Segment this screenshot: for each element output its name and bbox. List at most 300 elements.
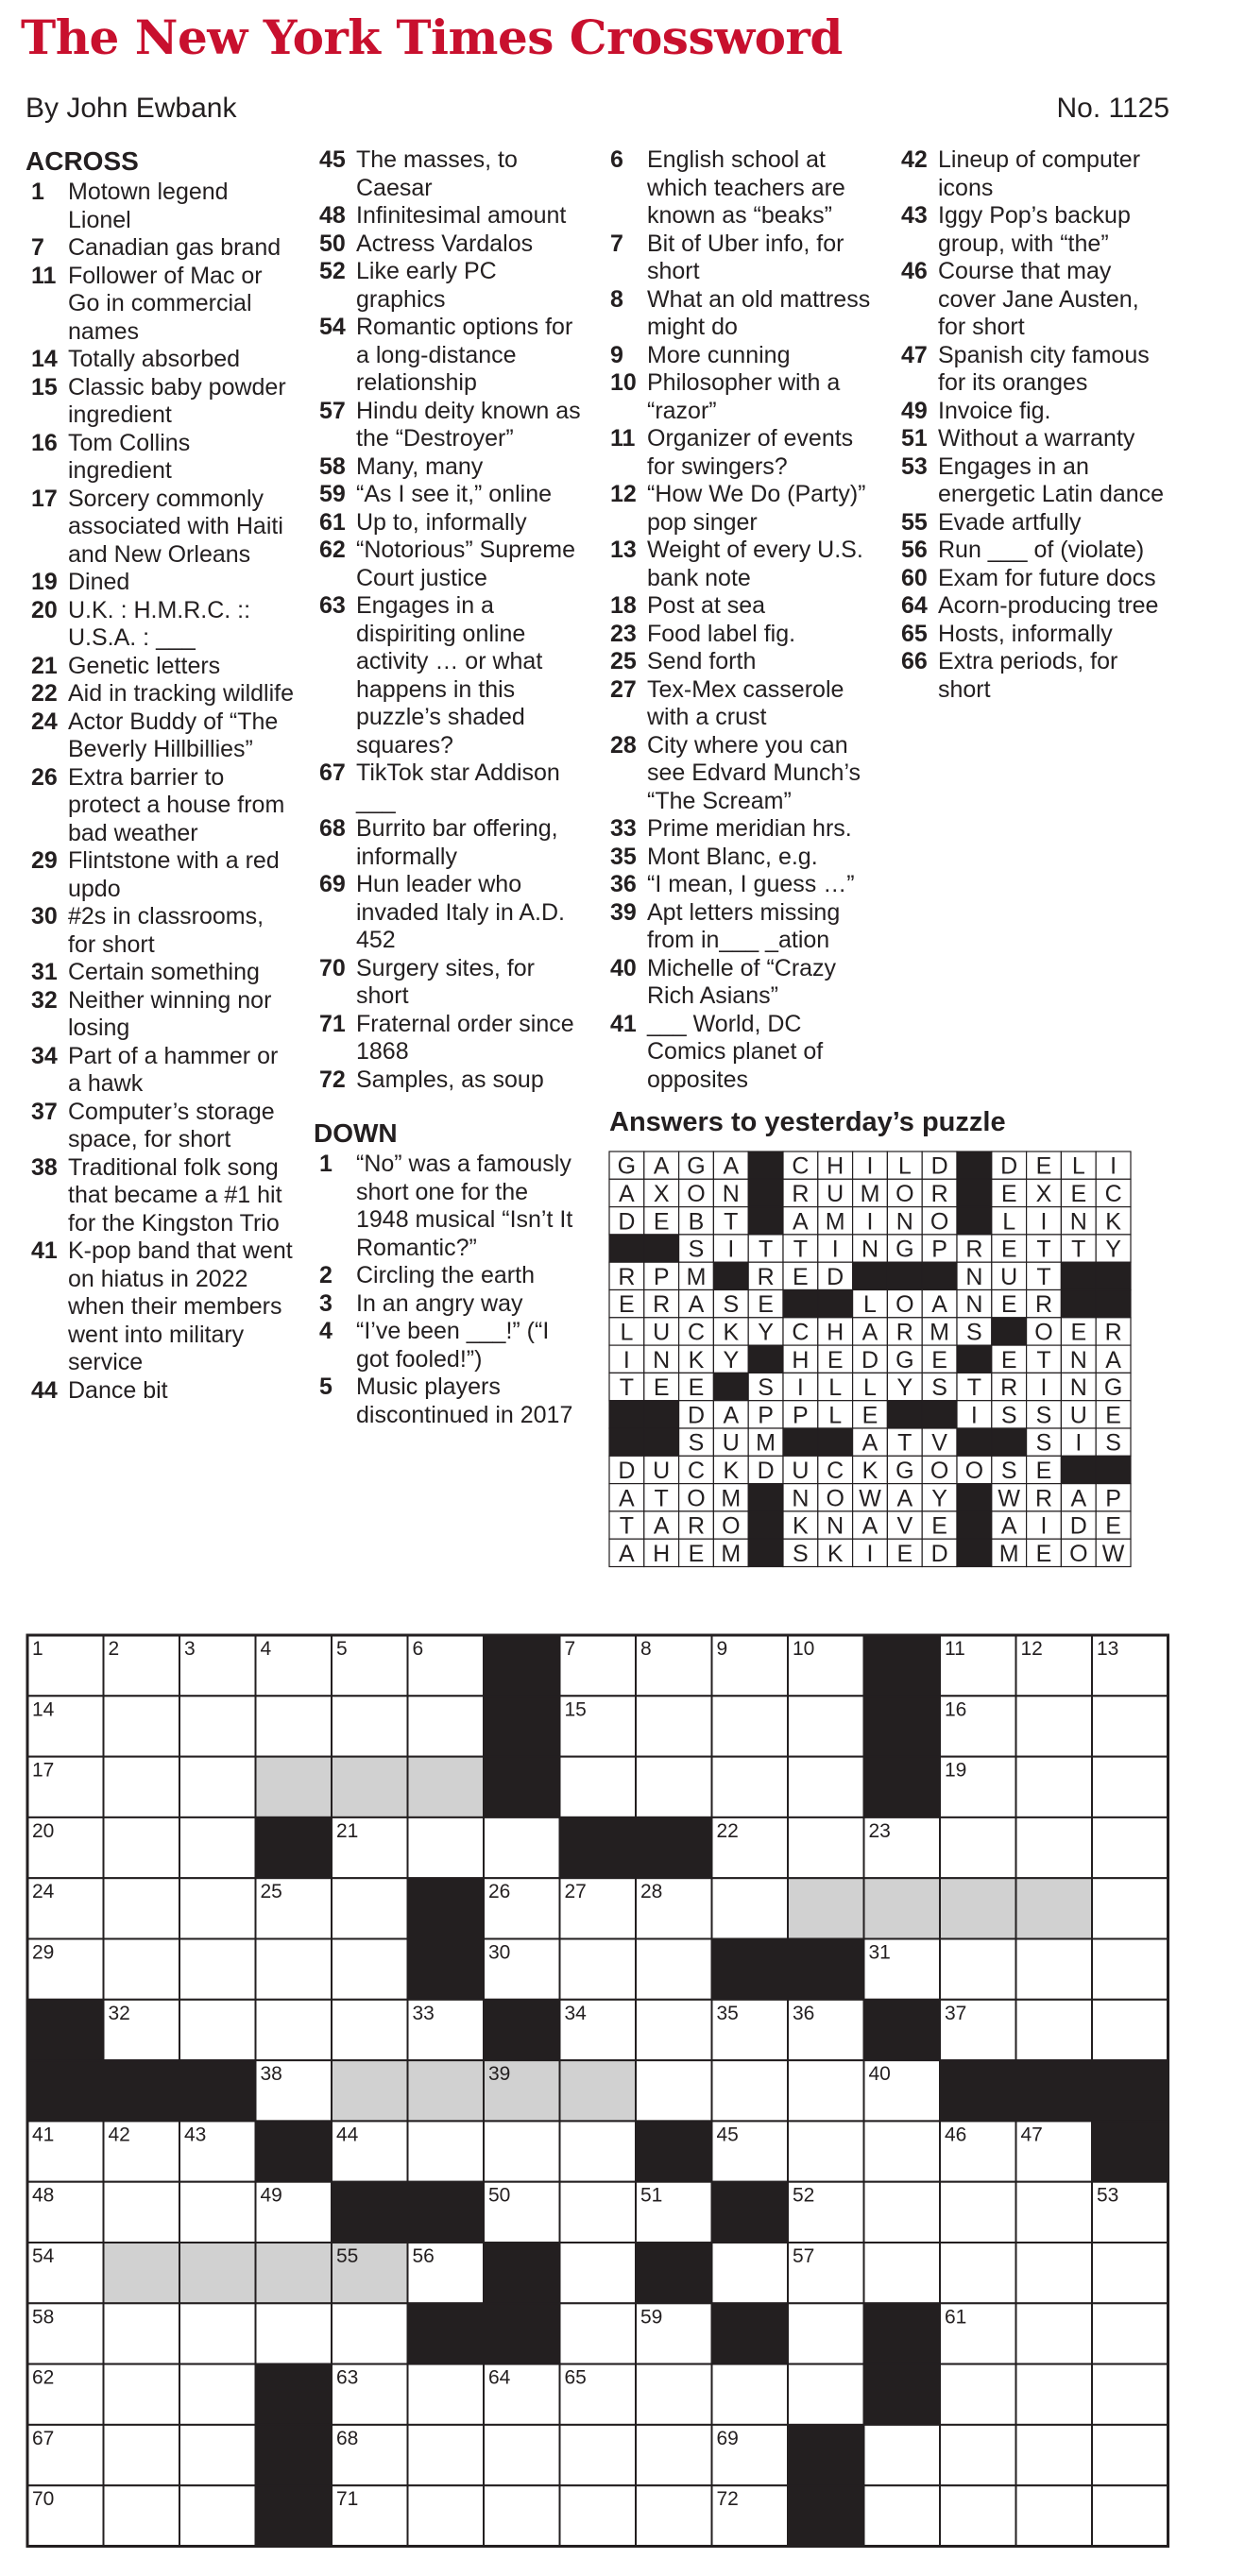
clue-number: 16 bbox=[31, 429, 58, 456]
grid-block bbox=[788, 1939, 864, 2000]
across-clue-37[interactable] bbox=[26, 1099, 295, 1154]
across-clue-32[interactable] bbox=[26, 987, 295, 1043]
grid-cell-shaded[interactable] bbox=[864, 1878, 941, 1938]
grid-cell[interactable] bbox=[1092, 2303, 1168, 2363]
down-clue-23[interactable] bbox=[605, 621, 874, 649]
clue-text: “As I see it,” online bbox=[356, 481, 553, 507]
grid-cell[interactable] bbox=[1016, 2182, 1093, 2243]
grid-cell[interactable] bbox=[408, 2364, 485, 2425]
across-clue-34[interactable] bbox=[26, 1043, 295, 1099]
clue-text: Neither winning nor losing bbox=[68, 986, 272, 1041]
grid-cell[interactable] bbox=[104, 2425, 180, 2485]
grid-cell[interactable] bbox=[179, 1939, 256, 2000]
grid-cell[interactable] bbox=[560, 2303, 637, 2363]
grid-cell[interactable] bbox=[1092, 2000, 1168, 2060]
answer-letter: S bbox=[1035, 1402, 1052, 1429]
grid-cell[interactable] bbox=[864, 2485, 941, 2546]
grid-cell[interactable] bbox=[1016, 2243, 1093, 2303]
grid-cell[interactable] bbox=[256, 1696, 333, 1756]
grid-cell[interactable] bbox=[636, 2060, 712, 2121]
down-clue-42[interactable] bbox=[895, 146, 1165, 202]
grid-cell[interactable] bbox=[864, 2121, 941, 2181]
across-clue-45[interactable] bbox=[314, 146, 583, 202]
clue-text: Invoice fig. bbox=[938, 397, 1051, 424]
grid-cell-number: 29 bbox=[32, 1941, 55, 1964]
grid-cell[interactable] bbox=[560, 1939, 637, 2000]
clue-number: 57 bbox=[319, 397, 346, 424]
across-clue-67[interactable] bbox=[314, 759, 583, 815]
grid-cell[interactable] bbox=[712, 1878, 789, 1938]
across-clue-26[interactable] bbox=[26, 764, 295, 848]
clue-number: 14 bbox=[31, 346, 58, 372]
grid-cell[interactable] bbox=[712, 2060, 789, 2121]
grid-cell[interactable] bbox=[104, 1939, 180, 2000]
answer-letter: E bbox=[653, 1208, 670, 1236]
grid-cell[interactable] bbox=[179, 1757, 256, 1817]
grid-cell-number: 14 bbox=[32, 1698, 55, 1721]
across-clue-30[interactable] bbox=[26, 903, 295, 959]
clue-number: 61 bbox=[319, 508, 346, 536]
grid-cell-number: 27 bbox=[564, 1881, 587, 1903]
grid-cell-shaded[interactable] bbox=[332, 2060, 408, 2121]
clue-text: “No” was a famously short one for the 1948 musical “Isn’t It Romantic?” bbox=[356, 1151, 573, 1261]
answer-letter: E bbox=[827, 1346, 844, 1373]
grid-cell[interactable] bbox=[332, 1696, 408, 1756]
answer-letter: G bbox=[617, 1152, 637, 1180]
grid-cell[interactable] bbox=[636, 2425, 712, 2485]
grid-cell[interactable] bbox=[940, 2182, 1016, 2243]
answer-letter: T bbox=[897, 1429, 912, 1457]
across-clue-29[interactable] bbox=[26, 847, 295, 903]
grid-cell[interactable] bbox=[1092, 2364, 1168, 2425]
answer-letter: R bbox=[1034, 1485, 1053, 1512]
grid-cell[interactable] bbox=[560, 2485, 637, 2546]
grid-cell-number: 55 bbox=[336, 2245, 359, 2267]
across-clue-58[interactable] bbox=[314, 453, 583, 482]
clue-number: 33 bbox=[610, 815, 637, 842]
across-clue-61[interactable] bbox=[314, 509, 583, 537]
down-clue-46[interactable] bbox=[895, 258, 1165, 342]
grid-cell[interactable] bbox=[712, 1757, 789, 1817]
grid-cell[interactable] bbox=[940, 1817, 1016, 1878]
clue-number: 41 bbox=[610, 1010, 637, 1037]
grid-cell[interactable] bbox=[256, 2000, 333, 2060]
grid-cell[interactable] bbox=[788, 2303, 864, 2363]
grid-cell[interactable] bbox=[179, 1817, 256, 1878]
grid-cell[interactable] bbox=[1092, 1696, 1168, 1756]
clue-text: Romantic options for a long-distance relationship bbox=[356, 314, 573, 396]
answer-letter: A bbox=[1105, 1346, 1121, 1373]
down-clue-60[interactable] bbox=[895, 565, 1165, 593]
grid-cell[interactable] bbox=[332, 1878, 408, 1938]
grid-cell[interactable] bbox=[179, 2425, 256, 2485]
grid-cell[interactable] bbox=[179, 1878, 256, 1938]
grid-cell[interactable] bbox=[788, 1757, 864, 1817]
clue-number: 29 bbox=[31, 847, 58, 874]
across-clue-48[interactable] bbox=[314, 202, 583, 230]
grid-cell[interactable] bbox=[256, 2303, 333, 2363]
grid-cell[interactable] bbox=[788, 2121, 864, 2181]
answer-block bbox=[818, 1428, 853, 1456]
clue-number: 62 bbox=[319, 537, 346, 563]
answer-letter: E bbox=[931, 1512, 947, 1540]
grid-cell-shaded[interactable] bbox=[256, 2243, 333, 2303]
grid-cell[interactable] bbox=[1092, 2243, 1168, 2303]
grid-cell-number: 56 bbox=[412, 2245, 435, 2267]
grid-cell[interactable] bbox=[1092, 2485, 1168, 2546]
answer-letter: A bbox=[861, 1512, 878, 1540]
grid-cell-number: 61 bbox=[945, 2306, 967, 2329]
answer-letter: R bbox=[653, 1291, 671, 1319]
answer-block bbox=[957, 1345, 992, 1373]
grid-cell[interactable] bbox=[1016, 1696, 1093, 1756]
grid-cell-number: 25 bbox=[260, 1881, 282, 1903]
grid-cell[interactable] bbox=[1092, 1939, 1168, 2000]
across-clue-31[interactable] bbox=[26, 959, 295, 987]
grid-cell-number: 9 bbox=[716, 1638, 728, 1660]
grid-cell[interactable] bbox=[560, 2121, 637, 2181]
down-clue-18[interactable] bbox=[605, 592, 874, 621]
answer-letter: E bbox=[931, 1346, 947, 1373]
grid-cell[interactable] bbox=[179, 2000, 256, 2060]
down-clue-11[interactable] bbox=[605, 425, 874, 481]
across-clue-11[interactable] bbox=[26, 263, 295, 347]
down-clue-36[interactable] bbox=[605, 871, 874, 899]
grid-cell[interactable] bbox=[1016, 2000, 1093, 2060]
grid-cell[interactable] bbox=[560, 2243, 637, 2303]
clue-number: 40 bbox=[610, 954, 637, 981]
grid-cell[interactable] bbox=[788, 2060, 864, 2121]
grid-block bbox=[332, 2182, 408, 2243]
grid-cell[interactable] bbox=[179, 2485, 256, 2546]
grid-cell[interactable] bbox=[636, 1696, 712, 1756]
down-clue-55[interactable] bbox=[895, 509, 1165, 537]
grid-cell[interactable] bbox=[788, 1696, 864, 1756]
answer-letter: K bbox=[688, 1346, 705, 1373]
down-clue-47[interactable] bbox=[895, 342, 1165, 398]
answer-letter: T bbox=[1071, 1236, 1086, 1263]
answer-letter: R bbox=[1104, 1319, 1122, 1346]
grid-cell[interactable] bbox=[104, 1696, 180, 1756]
grid-cell[interactable] bbox=[636, 1757, 712, 1817]
down-clue-43[interactable] bbox=[895, 202, 1165, 258]
across-clue-38[interactable] bbox=[26, 1154, 295, 1238]
down-clue-28[interactable] bbox=[605, 732, 874, 816]
across-clue-62[interactable] bbox=[314, 537, 583, 592]
grid-cell-number: 42 bbox=[108, 2124, 130, 2146]
grid-cell[interactable] bbox=[636, 2364, 712, 2425]
answer-letter: X bbox=[1035, 1180, 1052, 1207]
grid-cell[interactable] bbox=[712, 2243, 789, 2303]
across-clue-59[interactable] bbox=[314, 481, 583, 509]
grid-cell[interactable] bbox=[332, 2303, 408, 2363]
down-clue-33[interactable] bbox=[605, 815, 874, 844]
down-clue-51[interactable] bbox=[895, 425, 1165, 453]
grid-cell[interactable] bbox=[1016, 1757, 1093, 1817]
grid-cell[interactable] bbox=[1092, 1817, 1168, 1878]
grid-cell[interactable] bbox=[940, 2485, 1016, 2546]
grid-cell[interactable] bbox=[104, 2182, 180, 2243]
clue-text: Music players discontinued in 2017 bbox=[356, 1373, 573, 1428]
down-clue-56[interactable] bbox=[895, 537, 1165, 565]
grid-cell[interactable] bbox=[408, 2425, 485, 2485]
down-clue-65[interactable] bbox=[895, 621, 1165, 649]
down-clue-6[interactable] bbox=[605, 146, 874, 230]
grid-cell[interactable] bbox=[484, 2485, 560, 2546]
grid-cell[interactable] bbox=[179, 2182, 256, 2243]
clue-number: 25 bbox=[610, 648, 637, 674]
down-clue-66[interactable] bbox=[895, 648, 1165, 704]
answer-block bbox=[609, 1428, 644, 1456]
across-clue-22[interactable] bbox=[26, 680, 295, 708]
clue-text: Lineup of computer icons bbox=[938, 146, 1141, 201]
clue-number: 46 bbox=[901, 258, 928, 284]
grid-cell[interactable] bbox=[104, 2485, 180, 2546]
grid-cell-shaded[interactable] bbox=[1016, 1878, 1093, 1938]
grid-cell[interactable] bbox=[864, 2243, 941, 2303]
grid-cell[interactable] bbox=[1016, 1817, 1093, 1878]
clue-text: Run ___ of (violate) bbox=[938, 537, 1145, 563]
answer-letter: D bbox=[618, 1457, 636, 1484]
across-clue-44[interactable] bbox=[26, 1377, 295, 1406]
grid-cell[interactable] bbox=[636, 2485, 712, 2546]
answer-block bbox=[748, 1179, 783, 1206]
across-clue-1[interactable] bbox=[26, 179, 295, 234]
grid-cell[interactable] bbox=[256, 1939, 333, 2000]
across-clue-21[interactable] bbox=[26, 653, 295, 681]
down-clue-64[interactable] bbox=[895, 592, 1165, 621]
clue-text: Send forth bbox=[647, 648, 757, 674]
answer-block bbox=[1096, 1262, 1131, 1289]
answer-block bbox=[748, 1345, 783, 1373]
grid-cell[interactable] bbox=[484, 1817, 560, 1878]
clue-text: Aid in tracking wildlife bbox=[68, 680, 294, 707]
grid-cell-number: 58 bbox=[32, 2306, 55, 2329]
grid-cell-number: 40 bbox=[868, 2063, 891, 2086]
grid-cell[interactable] bbox=[484, 2425, 560, 2485]
grid-cell-number: 59 bbox=[640, 2306, 663, 2329]
down-clue-7[interactable] bbox=[605, 230, 874, 286]
grid-cell[interactable] bbox=[1016, 2425, 1093, 2485]
answer-letter: N bbox=[653, 1346, 671, 1373]
grid-cell[interactable] bbox=[179, 1696, 256, 1756]
answer-block bbox=[748, 1207, 783, 1235]
clue-number: 34 bbox=[31, 1042, 58, 1069]
grid-cell[interactable] bbox=[332, 2000, 408, 2060]
answer-letter: R bbox=[792, 1180, 810, 1207]
grid-cell[interactable] bbox=[104, 1878, 180, 1938]
grid-cell[interactable] bbox=[636, 1939, 712, 2000]
across-clue-17[interactable] bbox=[26, 486, 295, 570]
grid-cell[interactable] bbox=[179, 2364, 256, 2425]
clue-text: In an angry way bbox=[356, 1289, 523, 1317]
grid-cell[interactable] bbox=[636, 2000, 712, 2060]
across-clue-14[interactable] bbox=[26, 346, 295, 374]
crossword-grid[interactable] bbox=[26, 1633, 1170, 2550]
grid-cell[interactable] bbox=[560, 1757, 637, 1817]
down-clue-35[interactable] bbox=[605, 844, 874, 872]
grid-block bbox=[179, 2060, 256, 2121]
down-clue-13[interactable] bbox=[605, 537, 874, 592]
answer-letter: A bbox=[931, 1291, 947, 1319]
across-clue-52[interactable] bbox=[314, 258, 583, 314]
clue-text: Dined bbox=[68, 569, 130, 595]
grid-cell-shaded[interactable] bbox=[256, 1757, 333, 1817]
grid-cell-shaded[interactable] bbox=[788, 1878, 864, 1938]
grid-cell[interactable] bbox=[332, 1939, 408, 2000]
across-clue-68[interactable] bbox=[314, 815, 583, 871]
grid-block bbox=[256, 1817, 333, 1878]
grid-cell[interactable] bbox=[104, 1757, 180, 1817]
answer-letter: E bbox=[1035, 1540, 1052, 1567]
clue-number: 70 bbox=[319, 954, 346, 981]
down-clue-3[interactable] bbox=[314, 1290, 583, 1319]
answer-letter: N bbox=[861, 1236, 879, 1263]
answer-letter: U bbox=[1000, 1263, 1018, 1290]
across-clue-63[interactable] bbox=[314, 592, 583, 759]
grid-cell-number: 26 bbox=[488, 1881, 511, 1903]
clue-number: 68 bbox=[319, 815, 346, 842]
grid-block bbox=[864, 1635, 941, 1696]
across-clue-7[interactable] bbox=[26, 234, 295, 263]
across-clue-57[interactable] bbox=[314, 398, 583, 453]
grid-cell-shaded[interactable] bbox=[560, 2060, 637, 2121]
across-clue-70[interactable] bbox=[314, 955, 583, 1011]
across-clue-16[interactable] bbox=[26, 430, 295, 486]
grid-cell[interactable] bbox=[1016, 2485, 1093, 2546]
grid-cell[interactable] bbox=[408, 2485, 485, 2546]
grid-cell[interactable] bbox=[104, 2364, 180, 2425]
grid-cell[interactable] bbox=[788, 1817, 864, 1878]
answer-letter: Y bbox=[931, 1485, 947, 1512]
answer-letter: D bbox=[827, 1263, 844, 1290]
down-clue-53[interactable] bbox=[895, 453, 1165, 509]
answer-letter: A bbox=[653, 1152, 670, 1180]
clue-number: 49 bbox=[901, 397, 928, 424]
grid-cell-shaded[interactable] bbox=[332, 1757, 408, 1817]
answer-letter: L bbox=[1071, 1152, 1085, 1180]
clue-number: 32 bbox=[31, 986, 58, 1014]
grid-cell[interactable] bbox=[1092, 1878, 1168, 1938]
down-clue-5[interactable] bbox=[314, 1373, 583, 1429]
grid-cell-shaded[interactable] bbox=[179, 2243, 256, 2303]
down-clue-49[interactable] bbox=[895, 398, 1165, 426]
grid-cell[interactable] bbox=[104, 1817, 180, 1878]
clue-text: Course that may cover Jane Austen, for short bbox=[938, 258, 1139, 340]
answer-letter: P bbox=[653, 1263, 670, 1290]
clue-number: 55 bbox=[901, 508, 928, 536]
clue-number: 42 bbox=[901, 146, 928, 173]
grid-cell[interactable] bbox=[179, 2303, 256, 2363]
answer-block bbox=[957, 1207, 992, 1235]
down-clue-2[interactable] bbox=[314, 1262, 583, 1290]
answer-letter: E bbox=[793, 1263, 809, 1290]
answer-letter: K bbox=[1105, 1208, 1121, 1236]
down-clue-40[interactable] bbox=[605, 955, 874, 1011]
down-clue-4[interactable] bbox=[314, 1318, 583, 1373]
across-clue-15[interactable] bbox=[26, 374, 295, 430]
grid-cell[interactable] bbox=[104, 2303, 180, 2363]
grid-cell[interactable] bbox=[940, 2425, 1016, 2485]
down-clue-12[interactable] bbox=[605, 481, 874, 537]
across-clue-72[interactable] bbox=[314, 1066, 583, 1095]
grid-cell-number: 3 bbox=[184, 1638, 196, 1660]
grid-cell[interactable] bbox=[940, 2364, 1016, 2425]
answer-letter: O bbox=[929, 1208, 949, 1236]
across-clue-20[interactable] bbox=[26, 597, 295, 653]
clue-number: 2 bbox=[319, 1262, 333, 1288]
grid-cell[interactable] bbox=[712, 1696, 789, 1756]
grid-cell[interactable] bbox=[484, 2121, 560, 2181]
grid-cell[interactable] bbox=[408, 1817, 485, 1878]
down-clue-10[interactable] bbox=[605, 369, 874, 425]
grid-cell[interactable] bbox=[1016, 2303, 1093, 2363]
grid-cell-shaded[interactable] bbox=[940, 1878, 1016, 1938]
grid-cell[interactable] bbox=[712, 2364, 789, 2425]
clue-number: 65 bbox=[901, 620, 928, 647]
clue-text: The masses, to Caesar bbox=[356, 146, 518, 201]
grid-cell[interactable] bbox=[560, 2182, 637, 2243]
grid-cell[interactable] bbox=[1016, 1939, 1093, 2000]
grid-cell-shaded[interactable] bbox=[408, 2060, 485, 2121]
down-clue-9[interactable] bbox=[605, 342, 874, 370]
answer-letter: H bbox=[827, 1319, 844, 1346]
across-clue-69[interactable] bbox=[314, 871, 583, 955]
answer-letter: A bbox=[861, 1319, 878, 1346]
grid-cell[interactable] bbox=[1092, 1757, 1168, 1817]
grid-cell[interactable] bbox=[940, 2243, 1016, 2303]
down-clue-8[interactable] bbox=[605, 286, 874, 342]
grid-cell[interactable] bbox=[408, 1696, 485, 1756]
answer-block bbox=[887, 1262, 922, 1289]
answer-letter: R bbox=[757, 1263, 775, 1290]
grid-cell[interactable] bbox=[408, 2121, 485, 2181]
grid-cell[interactable] bbox=[864, 2425, 941, 2485]
across-clue-54[interactable] bbox=[314, 314, 583, 398]
grid-cell-shaded[interactable] bbox=[408, 1757, 485, 1817]
across-clue-50[interactable] bbox=[314, 230, 583, 259]
grid-cell[interactable] bbox=[864, 2182, 941, 2243]
grid-cell[interactable] bbox=[940, 1939, 1016, 2000]
clue-column-1 bbox=[26, 146, 295, 1405]
across-clue-19[interactable] bbox=[26, 569, 295, 597]
answer-letter: S bbox=[688, 1236, 705, 1263]
grid-cell[interactable] bbox=[788, 2364, 864, 2425]
across-clue-41[interactable] bbox=[26, 1237, 295, 1377]
answer-block bbox=[957, 1428, 992, 1456]
grid-cell-shaded[interactable] bbox=[104, 2243, 180, 2303]
down-clue-39[interactable] bbox=[605, 899, 874, 955]
grid-cell[interactable] bbox=[560, 2425, 637, 2485]
answer-block bbox=[1061, 1262, 1096, 1289]
across-clue-71[interactable] bbox=[314, 1011, 583, 1066]
answer-letter: T bbox=[1036, 1263, 1051, 1290]
down-clue-27[interactable] bbox=[605, 676, 874, 732]
clue-number: 6 bbox=[610, 146, 623, 173]
down-clue-1[interactable] bbox=[314, 1151, 583, 1262]
grid-cell-number: 35 bbox=[716, 2002, 739, 2024]
grid-cell[interactable] bbox=[1092, 2425, 1168, 2485]
across-clue-24[interactable] bbox=[26, 708, 295, 764]
down-clue-25[interactable] bbox=[605, 648, 874, 676]
grid-cell[interactable] bbox=[1016, 2364, 1093, 2425]
answer-letter: E bbox=[619, 1291, 635, 1319]
answer-letter: B bbox=[688, 1208, 705, 1236]
clue-text: Traditional folk song that became a #1 hit for the Kingston Trio bbox=[68, 1153, 282, 1237]
grid-block bbox=[484, 1757, 560, 1817]
down-clue-41[interactable] bbox=[605, 1011, 874, 1095]
clue-number: 27 bbox=[610, 675, 637, 703]
